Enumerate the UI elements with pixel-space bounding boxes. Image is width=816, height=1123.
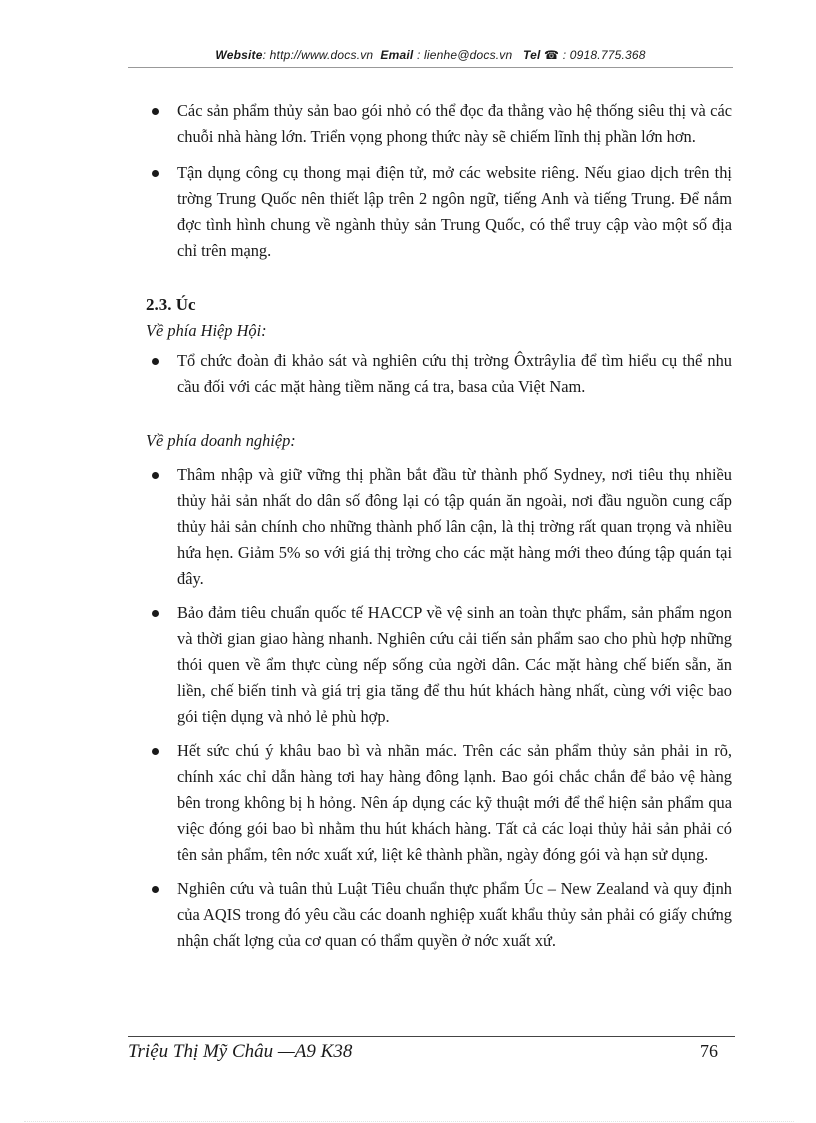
list-item xyxy=(146,876,732,954)
list-item-text: Bảo đảm tiêu chuẩn quốc tế HACCP về vệ sinh an toàn thực phẩm, sản phẩm ngon và thời gian giao hàng nhanh. Nghiên cứu cải tiến sản phẩm sao cho phù hợp những thói quen về ẩm thực cùng nếp sống của ngời dân. Các mặt hàng chế biến sẵn, ăn liền, chế biến tinh và giá trị gia tăng để thu hút khách hàng nhất, cùng với việc bao gói tiện dụng và nhỏ lẻ phù hợp. xyxy=(177,603,732,726)
enterprise-heading: Về phía doanh nghiệp: xyxy=(146,431,296,450)
bullet-icon xyxy=(152,610,159,617)
page-header xyxy=(128,48,733,62)
association-heading: Về phía Hiệp Hội: xyxy=(146,321,267,340)
bullet-icon xyxy=(152,108,159,115)
phone-number: ☎ : 0918.775.368 xyxy=(544,48,646,62)
top-bullet-list xyxy=(146,98,732,264)
enterprise-bullet-list xyxy=(146,462,732,954)
list-item-text: Các sản phẩm thủy sản bao gói nhỏ có thể đọc đa thẳng vào hệ thống siêu thị và các chuỗi nhà hàng lớn. Triển vọng phong thức này sẽ chiếm lĩnh thị phần lớn hơn. xyxy=(177,101,732,146)
website-url: : http://www.docs.vn xyxy=(262,48,374,62)
list-item xyxy=(146,738,732,868)
bullet-icon xyxy=(152,170,159,177)
email-address: : lienhe@docs.vn xyxy=(416,48,513,62)
bullet-icon xyxy=(152,748,159,755)
page-body xyxy=(146,98,732,954)
bullet-icon xyxy=(152,358,159,365)
list-item-text: Hết sức chú ý khâu bao bì và nhãn mác. Trên các sản phẩm thủy sản phải in rõ, chính xác chỉ dẫn hàng tơi hay hàng đông lạnh. Bao gói chắc chắn để bảo vệ hàng bên trong không bị h hỏng. Nên áp dụng các kỹ thuật mới để thể hiện sản phẩm qua việc đóng gói bao bì nhằm thu hút khách hàng. Tất cả các loại thủy hải sản phải có tên sản phẩm, tên nớc xuất xứ, liệt kê thành phần, ngày đóng gói và hạn sử dụng. xyxy=(177,741,732,864)
footer-divider xyxy=(128,1036,735,1037)
header-divider xyxy=(128,67,733,68)
list-item xyxy=(146,348,732,400)
email-label: Email xyxy=(380,48,414,62)
bullet-icon xyxy=(152,886,159,893)
footer-author: Triệu Thị Mỹ Châu —A9 K38 xyxy=(128,1041,353,1062)
list-item xyxy=(146,462,732,592)
section-title: 2.3. Úc xyxy=(146,295,196,314)
list-item xyxy=(146,600,732,730)
list-item-text: Tổ chức đoàn đi khảo sát và nghiên cứu thị trờng Ôxtrâylia để tìm hiểu cụ thể nhu cầu đối với các mặt hàng tiềm năng cá tra, basa của Việt Nam. xyxy=(177,351,732,396)
list-item xyxy=(146,160,732,264)
list-item-text: Nghiên cứu và tuân thủ Luật Tiêu chuẩn thực phẩm Úc – New Zealand và quy định của AQIS trong đó yêu cầu các doanh nghiệp xuất khẩu thủy sản phải có giấy chứng nhận chất lợng của cơ quan có thẩm quyền ở nớc xuất xứ. xyxy=(177,879,732,950)
bullet-icon xyxy=(152,472,159,479)
website-label: Website xyxy=(215,48,263,62)
page-edge xyxy=(24,1121,794,1122)
tel-label: Tel xyxy=(523,48,541,62)
list-item xyxy=(146,98,732,150)
association-bullet-list xyxy=(146,348,732,400)
list-item-text: Tận dụng công cụ thong mại điện tử, mở các website riêng. Nếu giao dịch trên thị trờng Trung Quốc nên thiết lập trên 2 ngôn ngữ, tiếng Anh và tiếng Trung. Để nắm đợc tình hình chung về ngành thủy sản Trung Quốc, có thể truy cập vào một số địa chỉ trên mạng. xyxy=(177,163,732,260)
page-number: 76 xyxy=(700,1041,718,1061)
list-item-text: Thâm nhập và giữ vững thị phần bắt đầu từ thành phố Sydney, nơi tiêu thụ nhiều thủy hải sản nhất do dân số đông lại có tập quán ăn ngoài, nơi đầu nguồn cung cấp thủy hải sản chính cho những thành phố lân cận, là thị trờng rất quan trọng và nhiều hứa hẹn. Giảm 5% so với giá thị trờng cho các mặt hàng mới theo đúng tập quán tại đây. xyxy=(177,465,732,588)
